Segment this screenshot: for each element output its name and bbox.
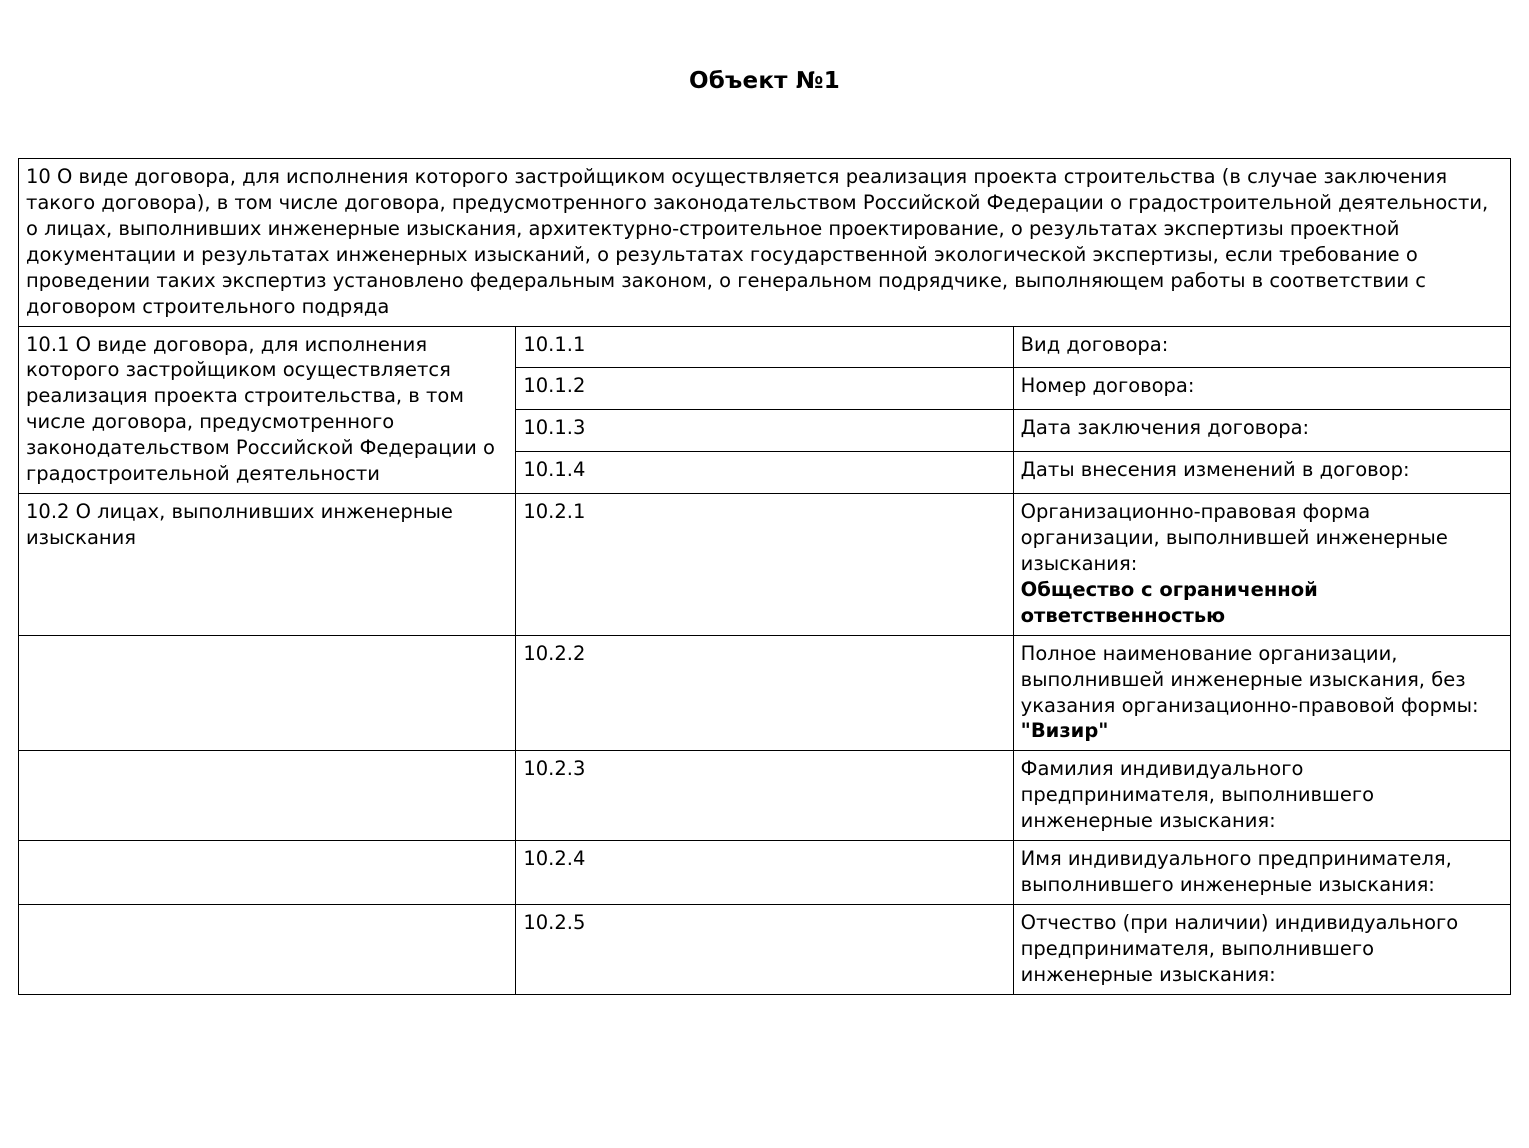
page-title: Объект №1 bbox=[689, 68, 840, 94]
row-label: Фамилия индивидуального предпринимателя, выполнившего инженерные изыскания: bbox=[1013, 751, 1510, 841]
row-label: Отчество (при наличии) индивидуального предпринимателя, выполнившего инженерные изыскания: bbox=[1013, 904, 1510, 994]
row-number: 10.2.5 bbox=[516, 904, 1013, 994]
row-label: Вид договора: bbox=[1013, 326, 1510, 368]
row-label: Организационно-правовая форма организации, выполнившей инженерные изыскания: bbox=[1020, 500, 1448, 575]
table-row bbox=[19, 494, 1511, 636]
row-number: 10.2.2 bbox=[516, 635, 1013, 751]
group-label-10-2: 10.2 О лицах, выполнивших инженерные изыскания bbox=[19, 494, 516, 636]
row-label: Полное наименование организации, выполнившей инженерные изыскания, без указания организационно-правовой формы: bbox=[1020, 641, 1479, 717]
row-number: 10.1.1 bbox=[516, 326, 1013, 368]
section-header-text: 10 О виде договора, для исполнения которого застройщиком осуществляется реализация проекта строительства (в случае заключения такого договора), в том числе договора, предусмотренного законодательством Российской Федерации о градостроительной деятельности, о лицах, выполнивших инженерные изыскания, архитектурно-строительное проектирование, о результатах экспертизы проектной документации и результатах инженерных изысканий, о результатах государственной экологической экспертизы, если требование о проведении таких экспертиз установлено федеральным законом, о генеральном подрядчике, выполняющем работы в соответствии с договором строительного подряда bbox=[19, 159, 1511, 327]
row-number: 10.2.3 bbox=[516, 751, 1013, 841]
group-label-empty bbox=[19, 904, 516, 994]
row-number: 10.2.4 bbox=[516, 841, 1013, 905]
group-label-empty bbox=[19, 751, 516, 841]
row-value: Общество с ограниченной ответственностью bbox=[1020, 577, 1318, 627]
row-label: Номер договора: bbox=[1013, 368, 1510, 410]
row-label: Дата заключения договора: bbox=[1013, 410, 1510, 452]
row-content bbox=[1013, 635, 1510, 751]
document-page bbox=[0, 68, 1529, 1148]
table-row bbox=[19, 841, 1511, 905]
group-label-10-1: 10.1 О виде договора, для исполнения которого застройщиком осуществляется реализация проекта строительства, в том числе договора, предусмотренного законодательством Российской Федерации о градостроительной деятельности bbox=[19, 326, 516, 494]
declaration-table bbox=[18, 158, 1511, 995]
row-number: 10.1.3 bbox=[516, 410, 1013, 452]
table-row-section-header bbox=[19, 159, 1511, 327]
table-row bbox=[19, 326, 1511, 368]
table-row bbox=[19, 751, 1511, 841]
row-number: 10.1.2 bbox=[516, 368, 1013, 410]
group-label-empty bbox=[19, 841, 516, 905]
row-number: 10.1.4 bbox=[516, 452, 1013, 494]
group-label-empty bbox=[19, 635, 516, 751]
row-label: Даты внесения изменений в договор: bbox=[1013, 452, 1510, 494]
table-row bbox=[19, 904, 1511, 994]
row-number: 10.2.1 bbox=[516, 494, 1013, 636]
table-row bbox=[19, 635, 1511, 751]
row-content bbox=[1013, 494, 1510, 636]
row-value: "Визир" bbox=[1020, 719, 1109, 743]
row-label: Имя индивидуального предпринимателя, выполнившего инженерные изыскания: bbox=[1013, 841, 1510, 905]
